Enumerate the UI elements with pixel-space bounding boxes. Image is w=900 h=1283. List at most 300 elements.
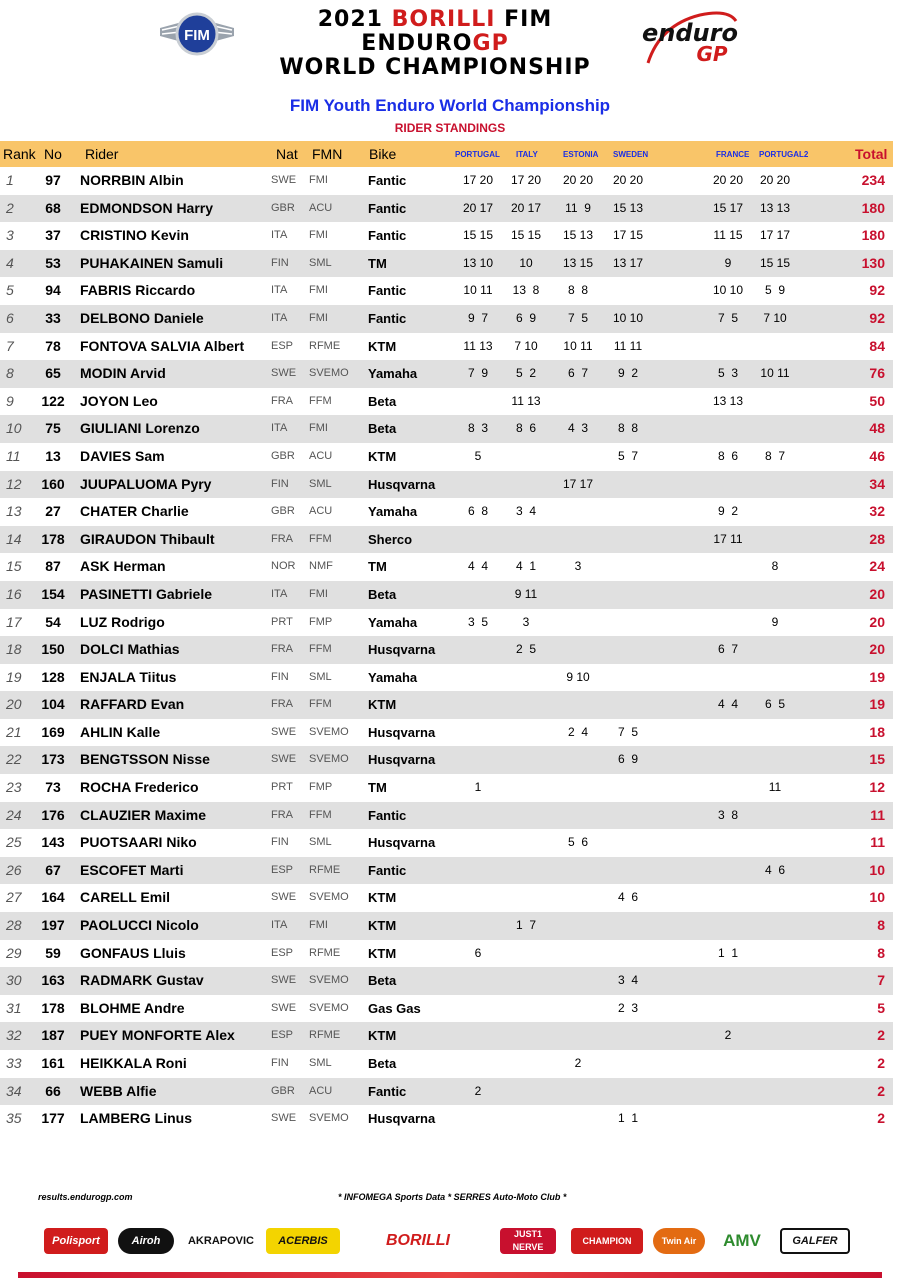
rider-rank: 10 bbox=[6, 420, 22, 437]
event-points-sweden: 6 9 bbox=[617, 752, 638, 767]
rider-bike: Fantic bbox=[368, 200, 407, 216]
rider-federation: SML bbox=[309, 670, 332, 683]
event-points-estonia bbox=[558, 802, 598, 830]
table-row bbox=[0, 691, 893, 719]
event-points-france bbox=[708, 664, 748, 692]
event-points-estonia bbox=[558, 912, 598, 940]
rider-federation: ACU bbox=[309, 201, 333, 214]
rider-number: 176 bbox=[41, 806, 65, 823]
event-points-portugal: 5 bbox=[474, 448, 482, 463]
standings-table bbox=[0, 167, 893, 1133]
rider-total: 84 bbox=[869, 337, 885, 354]
rider-federation: SVEMO bbox=[309, 1001, 349, 1014]
event-points-italy bbox=[506, 746, 546, 774]
rider-federation: SVEMO bbox=[309, 725, 349, 738]
rider-nationality: SWE bbox=[271, 725, 297, 738]
event-points-estonia bbox=[558, 636, 598, 664]
table-row bbox=[0, 333, 893, 361]
rider-name: DOLCI Mathias bbox=[80, 641, 180, 658]
rider-name: RAFFARD Evan bbox=[80, 696, 185, 713]
rider-rank: 17 bbox=[6, 613, 22, 630]
sponsor-akrapovic-logo: AKRAPOVIC bbox=[187, 1235, 254, 1247]
sponsor-twinair-logo: Twin Air bbox=[653, 1228, 705, 1254]
event-points-italy bbox=[506, 1078, 546, 1106]
event-points-portugal bbox=[458, 1050, 498, 1078]
rider-total: 180 bbox=[861, 227, 885, 244]
rider-bike: Husqvarna bbox=[368, 642, 436, 658]
event-points-sweden bbox=[608, 940, 648, 968]
event-points-italy: 1 7 bbox=[515, 918, 536, 933]
rider-nationality: PRT bbox=[271, 615, 293, 628]
rider-bike: Beta bbox=[368, 586, 397, 602]
rider-nationality: ESP bbox=[271, 863, 294, 876]
rider-total: 32 bbox=[869, 503, 885, 520]
rider-rank: 35 bbox=[6, 1110, 22, 1127]
event-points-estonia bbox=[558, 1078, 598, 1106]
event-points-portugal2: 8 7 bbox=[764, 448, 785, 463]
standings-title: RIDER STANDINGS bbox=[394, 121, 506, 135]
rider-nationality: ITA bbox=[271, 284, 288, 297]
rider-number: 163 bbox=[41, 972, 65, 989]
rider-number: 73 bbox=[45, 779, 61, 796]
event-points-sweden bbox=[608, 388, 648, 416]
rider-rank: 29 bbox=[6, 944, 22, 961]
rider-total: 10 bbox=[869, 889, 885, 906]
event-points-sweden bbox=[608, 609, 648, 637]
rider-rank: 3 bbox=[6, 227, 14, 244]
rider-federation: SML bbox=[309, 477, 332, 490]
event-points-portugal2 bbox=[755, 995, 795, 1023]
event-points-italy bbox=[506, 691, 546, 719]
event-points-estonia bbox=[558, 995, 598, 1023]
event-points-portugal2: 4 6 bbox=[764, 862, 785, 877]
rider-number: 37 bbox=[45, 227, 61, 244]
sponsor-just1-logo: JUST1 NERVE bbox=[500, 1228, 556, 1254]
event-points-sweden bbox=[608, 664, 648, 692]
event-points-italy bbox=[506, 719, 546, 747]
rider-rank: 30 bbox=[6, 972, 22, 989]
rider-name: CARELL Emil bbox=[80, 889, 170, 906]
rider-number: 68 bbox=[45, 199, 61, 216]
rider-nationality: FRA bbox=[271, 698, 293, 711]
rider-total: 12 bbox=[869, 779, 885, 796]
event-points-portugal2 bbox=[755, 967, 795, 995]
rider-name: PUEY MONFORTE Alex bbox=[80, 1027, 235, 1044]
rider-total: 11 bbox=[870, 806, 885, 823]
rider-bike: KTM bbox=[368, 697, 397, 713]
event-points-france bbox=[708, 719, 748, 747]
event-points-portugal bbox=[458, 746, 498, 774]
table-row bbox=[0, 415, 893, 443]
egp-logo-text: enduro bbox=[642, 19, 738, 47]
event-points-portugal2: 11 bbox=[768, 780, 782, 795]
event-points-estonia bbox=[558, 498, 598, 526]
rider-nationality: ITA bbox=[271, 422, 288, 435]
col-event-france: FRANCE bbox=[716, 150, 750, 159]
table-row bbox=[0, 1105, 893, 1133]
rider-total: 19 bbox=[869, 668, 885, 685]
event-points-france: 7 5 bbox=[717, 310, 738, 325]
event-points-estonia: 15 13 bbox=[562, 228, 594, 243]
event-points-portugal2 bbox=[755, 884, 795, 912]
event-points-france: 17 11 bbox=[713, 531, 743, 546]
rider-rank: 2 bbox=[6, 199, 14, 216]
rider-total: 28 bbox=[869, 530, 885, 547]
rider-federation: FFM bbox=[309, 808, 332, 821]
rider-nationality: FIN bbox=[271, 477, 289, 490]
rider-total: 20 bbox=[869, 585, 885, 602]
event-points-estonia bbox=[558, 443, 598, 471]
event-points-estonia bbox=[558, 774, 598, 802]
event-points-italy bbox=[506, 857, 546, 885]
rider-total: 130 bbox=[861, 254, 885, 271]
event-points-sweden bbox=[608, 636, 648, 664]
table-row bbox=[0, 884, 893, 912]
event-points-portugal bbox=[458, 636, 498, 664]
rider-nationality: SWE bbox=[271, 753, 297, 766]
rider-name: NORRBIN Albin bbox=[80, 172, 184, 188]
event-points-sweden bbox=[608, 1022, 648, 1050]
event-points-italy bbox=[506, 884, 546, 912]
event-points-italy: 20 17 bbox=[510, 200, 542, 215]
rider-nationality: ITA bbox=[271, 311, 288, 324]
event-points-portugal bbox=[458, 719, 498, 747]
rider-number: 94 bbox=[45, 282, 61, 299]
table-row bbox=[0, 774, 893, 802]
rider-number: 87 bbox=[45, 558, 61, 575]
rider-name: ROCHA Frederico bbox=[80, 779, 199, 796]
event-points-portugal2: 20 20 bbox=[759, 173, 791, 187]
rider-name: JUUPALUOMA Pyry bbox=[80, 475, 212, 492]
sponsor-airoh-logo: Airoh bbox=[118, 1228, 174, 1254]
event-points-portugal bbox=[458, 995, 498, 1023]
event-points-portugal2: 5 9 bbox=[764, 283, 785, 298]
rider-federation: FMI bbox=[309, 284, 328, 297]
rider-federation: FFM bbox=[309, 394, 332, 407]
rider-federation: FMI bbox=[309, 311, 328, 324]
rider-federation: RFME bbox=[309, 946, 341, 959]
rider-total: 20 bbox=[869, 613, 885, 630]
rider-total: 48 bbox=[869, 420, 885, 437]
rider-federation: NMF bbox=[309, 560, 333, 573]
rider-rank: 12 bbox=[6, 475, 22, 492]
event-points-italy: 3 bbox=[522, 614, 530, 629]
championship-title: FIM Youth Enduro World Championship bbox=[289, 96, 611, 115]
event-points-portugal2 bbox=[755, 581, 795, 609]
rider-bike: Husqvarna bbox=[368, 476, 436, 492]
event-points-france: 8 6 bbox=[717, 448, 738, 463]
rider-total: 24 bbox=[869, 558, 885, 575]
rider-name: PAOLUCCI Nicolo bbox=[80, 917, 199, 934]
rider-rank: 24 bbox=[6, 806, 22, 823]
rider-number: 53 bbox=[45, 254, 61, 271]
rider-rank: 22 bbox=[6, 751, 22, 768]
event-points-estonia bbox=[558, 857, 598, 885]
rider-total: 8 bbox=[877, 944, 885, 961]
rider-number: 75 bbox=[45, 420, 61, 437]
rider-federation: SVEMO bbox=[309, 974, 349, 987]
rider-federation: FMI bbox=[309, 919, 328, 932]
event-points-sweden: 8 8 bbox=[617, 421, 638, 436]
event-points-portugal2 bbox=[755, 636, 795, 664]
rider-name: LUZ Rodrigo bbox=[80, 613, 165, 630]
rider-nationality: ESP bbox=[271, 339, 294, 352]
event-points-france bbox=[708, 1105, 748, 1133]
event-points-italy: 15 15 bbox=[510, 228, 542, 243]
rider-bike: Husqvarna bbox=[368, 752, 436, 768]
rider-bike: Fantic bbox=[368, 173, 407, 188]
rider-bike: Beta bbox=[368, 393, 397, 409]
event-points-portugal: 10 11 bbox=[463, 283, 493, 298]
rider-bike: Yamaha bbox=[368, 614, 418, 630]
event-points-portugal2 bbox=[755, 912, 795, 940]
rider-total: 5 bbox=[877, 999, 885, 1016]
event-points-estonia: 2 4 bbox=[567, 724, 588, 739]
table-row bbox=[0, 526, 893, 554]
event-points-portugal bbox=[458, 857, 498, 885]
event-points-france bbox=[708, 857, 748, 885]
rider-bike: Husqvarna bbox=[368, 1111, 436, 1127]
event-points-estonia bbox=[558, 884, 598, 912]
event-points-portugal bbox=[458, 388, 498, 416]
rider-federation: FMP bbox=[309, 781, 333, 794]
event-points-portugal2 bbox=[755, 1105, 795, 1133]
event-points-italy bbox=[506, 1050, 546, 1078]
event-points-sweden: 17 15 bbox=[612, 228, 644, 243]
event-points-portugal2 bbox=[755, 1050, 795, 1078]
event-points-sweden bbox=[608, 1050, 648, 1078]
sponsor-champion-logo: CHAMPION bbox=[571, 1228, 643, 1254]
event-points-france: 20 20 bbox=[712, 173, 744, 187]
table-row bbox=[0, 829, 893, 857]
rider-name: BLOHME Andre bbox=[80, 999, 185, 1016]
table-row bbox=[0, 553, 893, 581]
rider-number: 187 bbox=[41, 1027, 65, 1044]
event-points-estonia: 5 6 bbox=[567, 835, 588, 850]
table-row bbox=[0, 195, 893, 223]
rider-nationality: GBR bbox=[271, 449, 295, 462]
rider-rank: 18 bbox=[6, 641, 22, 658]
event-points-portugal2 bbox=[755, 940, 795, 968]
table-row bbox=[0, 857, 893, 885]
rider-name: CHATER Charlie bbox=[80, 503, 189, 520]
event-points-portugal2 bbox=[755, 471, 795, 499]
rider-nationality: ESP bbox=[271, 1029, 294, 1042]
table-row bbox=[0, 995, 893, 1023]
rider-total: 8 bbox=[877, 917, 885, 934]
sponsor-polisport-logo: Polisport bbox=[44, 1228, 108, 1254]
event-points-france: 1 1 bbox=[717, 945, 738, 960]
rider-bike: TM bbox=[368, 559, 387, 575]
event-points-estonia bbox=[558, 609, 598, 637]
event-points-italy bbox=[506, 443, 546, 471]
rider-number: 78 bbox=[45, 337, 61, 354]
rider-number: 13 bbox=[45, 447, 61, 464]
event-points-portugal: 6 bbox=[474, 945, 482, 960]
event-points-estonia bbox=[558, 940, 598, 968]
rider-nationality: SWE bbox=[271, 367, 297, 380]
table-row bbox=[0, 609, 893, 637]
table-row bbox=[0, 277, 893, 305]
event-points-estonia: 13 15 bbox=[562, 255, 594, 270]
event-points-portugal bbox=[458, 1105, 498, 1133]
event-points-france bbox=[708, 884, 748, 912]
rider-rank: 28 bbox=[6, 917, 22, 934]
event-points-italy: 17 20 bbox=[510, 173, 542, 187]
rider-number: 178 bbox=[41, 999, 65, 1016]
event-points-estonia bbox=[558, 388, 598, 416]
event-points-italy: 3 4 bbox=[515, 504, 536, 519]
table-row bbox=[0, 360, 893, 388]
event-points-sweden bbox=[608, 1078, 648, 1106]
rider-rank: 5 bbox=[6, 282, 14, 299]
event-points-portugal2 bbox=[755, 719, 795, 747]
rider-number: 33 bbox=[45, 309, 61, 326]
event-points-sweden: 2 3 bbox=[617, 1000, 638, 1015]
rider-federation: SVEMO bbox=[309, 1112, 349, 1125]
event-points-sweden bbox=[608, 526, 648, 554]
rider-nationality: SWE bbox=[271, 174, 297, 186]
rider-name: RADMARK Gustav bbox=[80, 972, 204, 989]
rider-name: JOYON Leo bbox=[80, 392, 158, 409]
rider-rank: 19 bbox=[6, 668, 22, 685]
event-points-portugal bbox=[458, 829, 498, 857]
event-points-portugal bbox=[458, 884, 498, 912]
event-points-estonia: 8 8 bbox=[567, 283, 588, 298]
rider-bike: Yamaha bbox=[368, 366, 418, 382]
rider-total: 92 bbox=[869, 282, 885, 299]
rider-rank: 8 bbox=[6, 365, 14, 382]
rider-name: PASINETTI Gabriele bbox=[80, 585, 212, 602]
col-bike: Bike bbox=[369, 146, 397, 162]
rider-name: DELBONO Daniele bbox=[80, 309, 204, 326]
rider-nationality: FIN bbox=[271, 670, 289, 683]
col-event-portugal: PORTUGAL bbox=[455, 150, 500, 159]
event-points-sweden: 4 6 bbox=[617, 890, 638, 905]
event-points-sweden bbox=[608, 691, 648, 719]
rider-total: 18 bbox=[869, 723, 885, 740]
event-points-france: 4 4 bbox=[717, 697, 738, 712]
event-points-sweden bbox=[608, 912, 648, 940]
rider-name: PUHAKAINEN Samuli bbox=[80, 254, 224, 271]
rider-bike: Fantic bbox=[368, 310, 407, 326]
rider-number: 104 bbox=[41, 696, 65, 713]
rider-number: 67 bbox=[45, 861, 61, 878]
event-points-portugal2: 10 11 bbox=[760, 366, 790, 381]
event-points-portugal2 bbox=[755, 415, 795, 443]
rider-number: 177 bbox=[41, 1110, 65, 1127]
event-points-estonia bbox=[558, 581, 598, 609]
rider-nationality: SWE bbox=[271, 891, 297, 904]
table-row bbox=[0, 664, 893, 692]
rider-total: 234 bbox=[861, 172, 885, 188]
rider-number: 173 bbox=[41, 751, 65, 768]
event-points-portugal: 17 20 bbox=[462, 173, 494, 187]
event-points-portugal2: 8 bbox=[771, 559, 779, 574]
rider-bike: Sherco bbox=[368, 531, 413, 547]
event-points-italy bbox=[506, 802, 546, 830]
rider-number: 160 bbox=[41, 475, 65, 492]
event-points-portugal: 13 10 bbox=[462, 255, 494, 270]
event-points-france bbox=[708, 581, 748, 609]
rider-number: 97 bbox=[45, 172, 61, 188]
rider-total: 46 bbox=[869, 447, 885, 464]
event-points-italy bbox=[506, 829, 546, 857]
rider-federation: SML bbox=[309, 256, 332, 269]
rider-name: LAMBERG Linus bbox=[80, 1110, 192, 1127]
rider-bike: KTM bbox=[368, 1028, 397, 1044]
rider-rank: 14 bbox=[6, 530, 22, 547]
event-points-portugal bbox=[458, 1022, 498, 1050]
event-points-sweden: 13 17 bbox=[612, 255, 644, 270]
results-url: results.endurogp.com bbox=[38, 1192, 133, 1202]
event-points-italy bbox=[506, 774, 546, 802]
event-points-france: 5 3 bbox=[717, 366, 738, 381]
event-points-sweden: 9 2 bbox=[617, 366, 638, 381]
rider-nationality: SWE bbox=[271, 1001, 297, 1014]
event-points-portugal: 11 13 bbox=[463, 338, 493, 353]
rider-number: 143 bbox=[41, 834, 65, 851]
event-points-france bbox=[708, 746, 748, 774]
rider-nationality: GBR bbox=[271, 505, 295, 518]
event-points-estonia: 11 9 bbox=[565, 200, 591, 215]
event-points-portugal2: 6 5 bbox=[764, 697, 785, 712]
table-row bbox=[0, 802, 893, 830]
event-points-sweden bbox=[608, 581, 648, 609]
event-points-italy bbox=[506, 471, 546, 499]
rider-rank: 6 bbox=[6, 309, 14, 326]
rider-name: CLAUZIER Maxime bbox=[80, 806, 207, 823]
event-points-sweden bbox=[608, 553, 648, 581]
rider-bike: Beta bbox=[368, 421, 397, 437]
rider-nationality: FIN bbox=[271, 256, 289, 269]
rider-federation: SML bbox=[309, 836, 332, 849]
rider-rank: 20 bbox=[6, 696, 22, 713]
table-row bbox=[0, 967, 893, 995]
rider-nationality: ITA bbox=[271, 587, 288, 600]
event-points-france bbox=[708, 415, 748, 443]
table-row bbox=[0, 250, 893, 278]
event-points-estonia: 9 10 bbox=[566, 669, 590, 684]
event-points-portugal: 1 bbox=[474, 780, 482, 795]
event-points-italy bbox=[506, 1022, 546, 1050]
rider-name: WEBB Alfie bbox=[80, 1082, 157, 1099]
event-points-estonia: 10 11 bbox=[563, 338, 593, 353]
rider-number: 128 bbox=[41, 668, 65, 685]
rider-total: 2 bbox=[877, 1027, 885, 1044]
event-points-france bbox=[708, 912, 748, 940]
rider-name: FONTOVA SALVIA Albert bbox=[80, 337, 245, 354]
event-points-portugal bbox=[458, 664, 498, 692]
rider-total: 15 bbox=[869, 751, 885, 768]
event-points-italy: 11 13 bbox=[511, 393, 541, 408]
col-event-sweden: SWEDEN bbox=[613, 150, 649, 159]
rider-name: DAVIES Sam bbox=[80, 447, 165, 464]
event-points-portugal bbox=[458, 912, 498, 940]
col-fmn: FMN bbox=[312, 146, 343, 162]
event-points-france: 3 8 bbox=[717, 807, 738, 822]
rider-name: ESCOFET Marti bbox=[80, 861, 184, 878]
rider-number: 122 bbox=[41, 392, 65, 409]
event-points-sweden: 11 11 bbox=[613, 338, 643, 353]
rider-nationality: FRA bbox=[271, 808, 293, 821]
event-points-france bbox=[708, 995, 748, 1023]
table-row bbox=[0, 912, 893, 940]
rider-total: 180 bbox=[861, 199, 885, 216]
rider-nationality: FIN bbox=[271, 1057, 289, 1069]
col-no: No bbox=[44, 146, 62, 162]
event-points-france: 10 10 bbox=[712, 283, 744, 298]
